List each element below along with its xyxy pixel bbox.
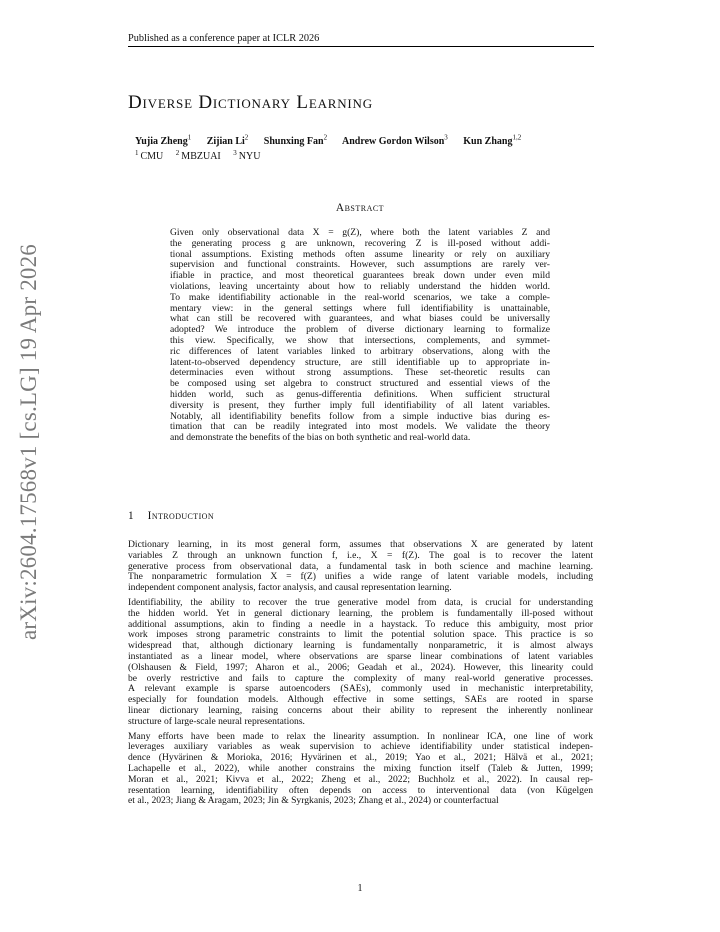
abstract-line: To make identifiability actionable in the real-world scenarios, we take a comple- (170, 291, 550, 303)
abstract-line: latent-to-observed dependency structure, are still identifiable up to appropriate in- (170, 356, 550, 368)
paragraph (128, 732, 593, 808)
body-line: linear dictionary learning, raising concerns about their ability to represent the inherently nonlinear (128, 704, 593, 716)
author: Zijian Li$^2$ (206, 133, 249, 147)
abstract-line: ifiable in practice, and most theoretical guarantees break down under even mild (170, 270, 550, 282)
abstract-line: and demonstrate the benefits of the bias on both synthetic and real-world data. (170, 432, 471, 444)
body-line: work imposes strong parametric constraints to limit the potential solution space. This practice is so (128, 629, 593, 641)
body-text (128, 540, 593, 811)
body-line: widespread that, although dictionary learning is fundamentally nonparametric, it is almost always (128, 640, 593, 652)
abstract-line: adopted? We introduce the problem of diverse dictionary learning to formalize (170, 324, 550, 336)
paragraph (128, 540, 593, 594)
body-line: Dictionary learning, in its most general form, assumes that observations X are generated by latent (128, 539, 593, 550)
running-header: Published as a conference paper at ICLR 2026 (128, 33, 594, 47)
body-line: resentation learning, identifiability often depends on access to interventional data (von Kügelgen (128, 784, 593, 796)
body-line: variables Z through an unknown function f, i.e., X = f(Z). The goal is to recover the latent (128, 549, 593, 561)
abstract-body (170, 228, 550, 444)
abstract-line: determinacies even without strong assumptions. These set-theoretic results can (170, 367, 550, 379)
body-line: (Olshausen & Field, 1997; Aharon et al., 2006; Geadah et al., 2024). However, this linearity could (128, 661, 593, 673)
affiliation: $^3$ NYU (233, 148, 261, 162)
section-number: 1 (128, 510, 134, 522)
body-line: Identifiability, the ability to recover the true generative model from data, is crucial for understanding (128, 596, 593, 608)
author: Yujia Zheng$^1$ (135, 133, 192, 147)
body-line: Moran et al., 2021; Kivva et al., 2022; Zheng et al., 2022; Buchholz et al., 2022). In causal rep- (128, 773, 593, 785)
body-line: dence (Hyvärinen & Morioka, 2016; Hyvärinen et al., 2019; Yao et al., 2021; Hälvä et al., 2021; (128, 752, 593, 764)
body-line: The nonparametric formulation X = f(Z) unifies a wide range of latent variable models, including (128, 571, 593, 583)
abstract-line: Notably, all identifiability benefits follow from a simple inductive bias during es- (170, 410, 550, 422)
abstract-line: what can still be recovered with guarantees, and what biases could be universally (170, 313, 550, 325)
affiliation-list (135, 148, 270, 163)
body-line: leverages auxiliary variables as weak supervision to achieve identifiability under statistical indepen- (128, 741, 593, 753)
abstract-line: ric differences of latent variables linked to arbitrary observations, along with the (170, 345, 550, 357)
body-line: especially for foundation models. Although effective in some settings, SAEs are rooted in sparse (128, 694, 593, 706)
section-heading (128, 510, 214, 523)
arxiv-identifier-stamp: arXiv:2604.17568v1 [cs.LG] 19 Apr 2026 (16, 244, 41, 640)
body-line: be overly restrictive and fails to capture the complexity of many real-world generative processes. (128, 672, 593, 684)
body-line: instantiated as a linear model, where observations are sparse linear combinations of latent variables (128, 650, 593, 662)
author-list (135, 133, 534, 148)
body-line: Lachapelle et al., 2022), while another constrains the mixing function itself (Taleb & Jutten, 1999; (128, 762, 593, 774)
affiliation: $^1$ CMU (135, 148, 164, 162)
paragraph (128, 598, 593, 728)
abstract-line: the generating process g are unknown, recovering Z is ill-posed without addi- (170, 237, 550, 249)
abstract-line: Given only observational data X = g(Z), where both the latent variables Z and (170, 227, 550, 238)
abstract-line: this view. Specifically, we show that intersections, complements, and symmet- (170, 334, 550, 346)
body-line: et al., 2023; Jiang & Aragam, 2023; Jin & Syrgkanis, 2023; Zhang et al., 2024) or counterfactual (128, 795, 499, 807)
abstract-line: mentary view: in the general settings where full identifiability is unattainable, (170, 302, 550, 314)
body-line: generative process from observational data, a fundamental task in both science and machine learning. (128, 560, 593, 572)
abstract-line: hidden world, such as genus-differentia definitions. When sufficient structural (170, 388, 550, 400)
paper-title: Diverse Dictionary Learning (128, 92, 373, 113)
page-number: 1 (357, 883, 363, 894)
abstract-line: timation that can be readily integrated into most models. We validate the theory (170, 421, 550, 433)
author: Shunxing Fan$^2$ (263, 133, 328, 147)
abstract-line: supervision and functional constraints. However, such assumptions are rarely ver- (170, 259, 550, 271)
author: Andrew Gordon Wilson$^3$ (342, 133, 448, 147)
author: Kun Zhang$^{1,2}$ (463, 133, 522, 147)
abstract-heading: Abstract (335, 202, 385, 214)
body-line: additional assumptions, akin to finding a needle in a haystack. To reduce this ambiguity, most prior (128, 618, 593, 630)
section-title: Introduction (147, 510, 214, 522)
body-line: structure of large-scale neural representations. (128, 715, 305, 727)
body-line: the hidden world. Yet in general dictionary learning, the problem is fundamentally ill-posed without (128, 607, 593, 619)
body-line: Many efforts have been made to relax the linearity assumption. In nonlinear ICA, one line of work (128, 730, 593, 742)
abstract-line: tional assumptions. Existing methods often assume linearity or rely on auxiliary (170, 248, 550, 260)
body-line: independent component analysis, factor analysis, and causal representation learning. (128, 582, 452, 594)
abstract-line: be composed using set algebra to construct structured and essential views of the (170, 378, 550, 390)
abstract-line: violations, leaving uncertainty about how to reliably understand the hidden world. (170, 280, 550, 292)
body-line: A relevant example is sparse autoencoders (SAEs), commonly used in mechanistic interpretability, (128, 683, 593, 695)
abstract-line: diversity is present, they further imply full identifiability of all latent variables. (170, 399, 550, 411)
affiliation: $^2$ MBZUAI (175, 148, 221, 162)
